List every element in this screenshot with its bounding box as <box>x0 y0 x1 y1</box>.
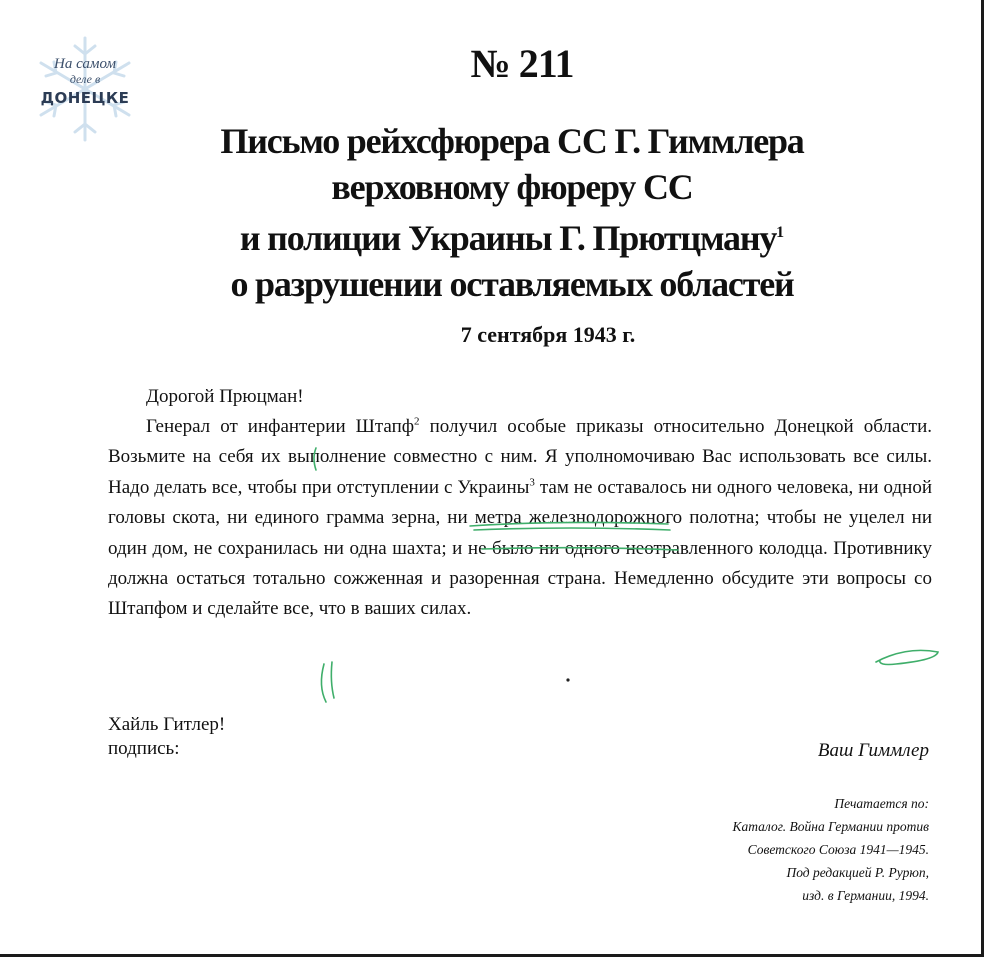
logo-text-top: На самом <box>54 56 116 72</box>
signature-label: подпись: <box>108 738 180 759</box>
source-line-4: Под редакцией Р. Рурюп, <box>786 865 929 880</box>
annotation-loop <box>876 650 938 664</box>
annotation-bracket-3 <box>331 662 334 698</box>
letter-body <box>108 412 932 625</box>
document-date: 7 сентября 1943 г. <box>460 322 636 347</box>
title-line-2: верховному фюреру СС <box>331 167 693 207</box>
source-line-3: Советского Союза 1941—1945. <box>747 842 929 857</box>
body-part-1: Генерал от инфантерии Штапф <box>146 416 415 437</box>
logo-text-city: ДОНЕЦКЕ <box>40 89 130 107</box>
document-title <box>120 118 904 307</box>
signature: Ваш Гиммлер <box>817 740 929 761</box>
logo-text-middle: деле в <box>69 72 101 86</box>
speck-dot <box>566 678 569 681</box>
body-part-2: получил особые приказы относительно Донецкой области. Возьмите на себя их выполнение совместно с ним. Я уполномочиваю Вас использовать все силы. Надо делать все, чтобы при отступлении с Украины <box>108 416 932 498</box>
letter-salutation: Дорогой Прюцман! <box>146 386 304 407</box>
source-line-2: Каталог. Война Германии против <box>732 819 929 834</box>
footnote-ref-1: 1 <box>776 224 785 241</box>
title-line-3 <box>120 210 904 261</box>
letter-closing: Хайль Гитлер! <box>108 714 226 735</box>
annotation-bracket-2 <box>321 664 326 702</box>
source-citation <box>589 792 929 907</box>
source-line-5: изд. в Германии, 1994. <box>802 888 929 903</box>
body-part-3: там не оставалось ни одного человека, ни одной головы скота, ни единого грамма зерна, ни метра железнодорожного полотна; чтобы не уцелел ни один дом, не сохранилась ни одна шахта; и не было ни одного неотравленного колодца. Противнику должна остаться тотально сожженная и разоренная страна. Немедленно обсудите эти вопросы со Штапфом и сделайте все, что в ваших силах. <box>108 476 932 620</box>
document-number: № 211 <box>470 41 574 86</box>
title-line-4: о разрушении оставляемых областей <box>230 264 794 304</box>
title-line-1: Письмо рейхсфюрера СС Г. Гиммлера <box>220 121 804 161</box>
source-line-1: Печатается по: <box>834 796 929 811</box>
title-line-3-text: и полиции Украины Г. Прютцману <box>239 218 777 258</box>
footnote-ref-3: 3 <box>529 476 535 489</box>
footnote-ref-2: 2 <box>414 415 420 428</box>
